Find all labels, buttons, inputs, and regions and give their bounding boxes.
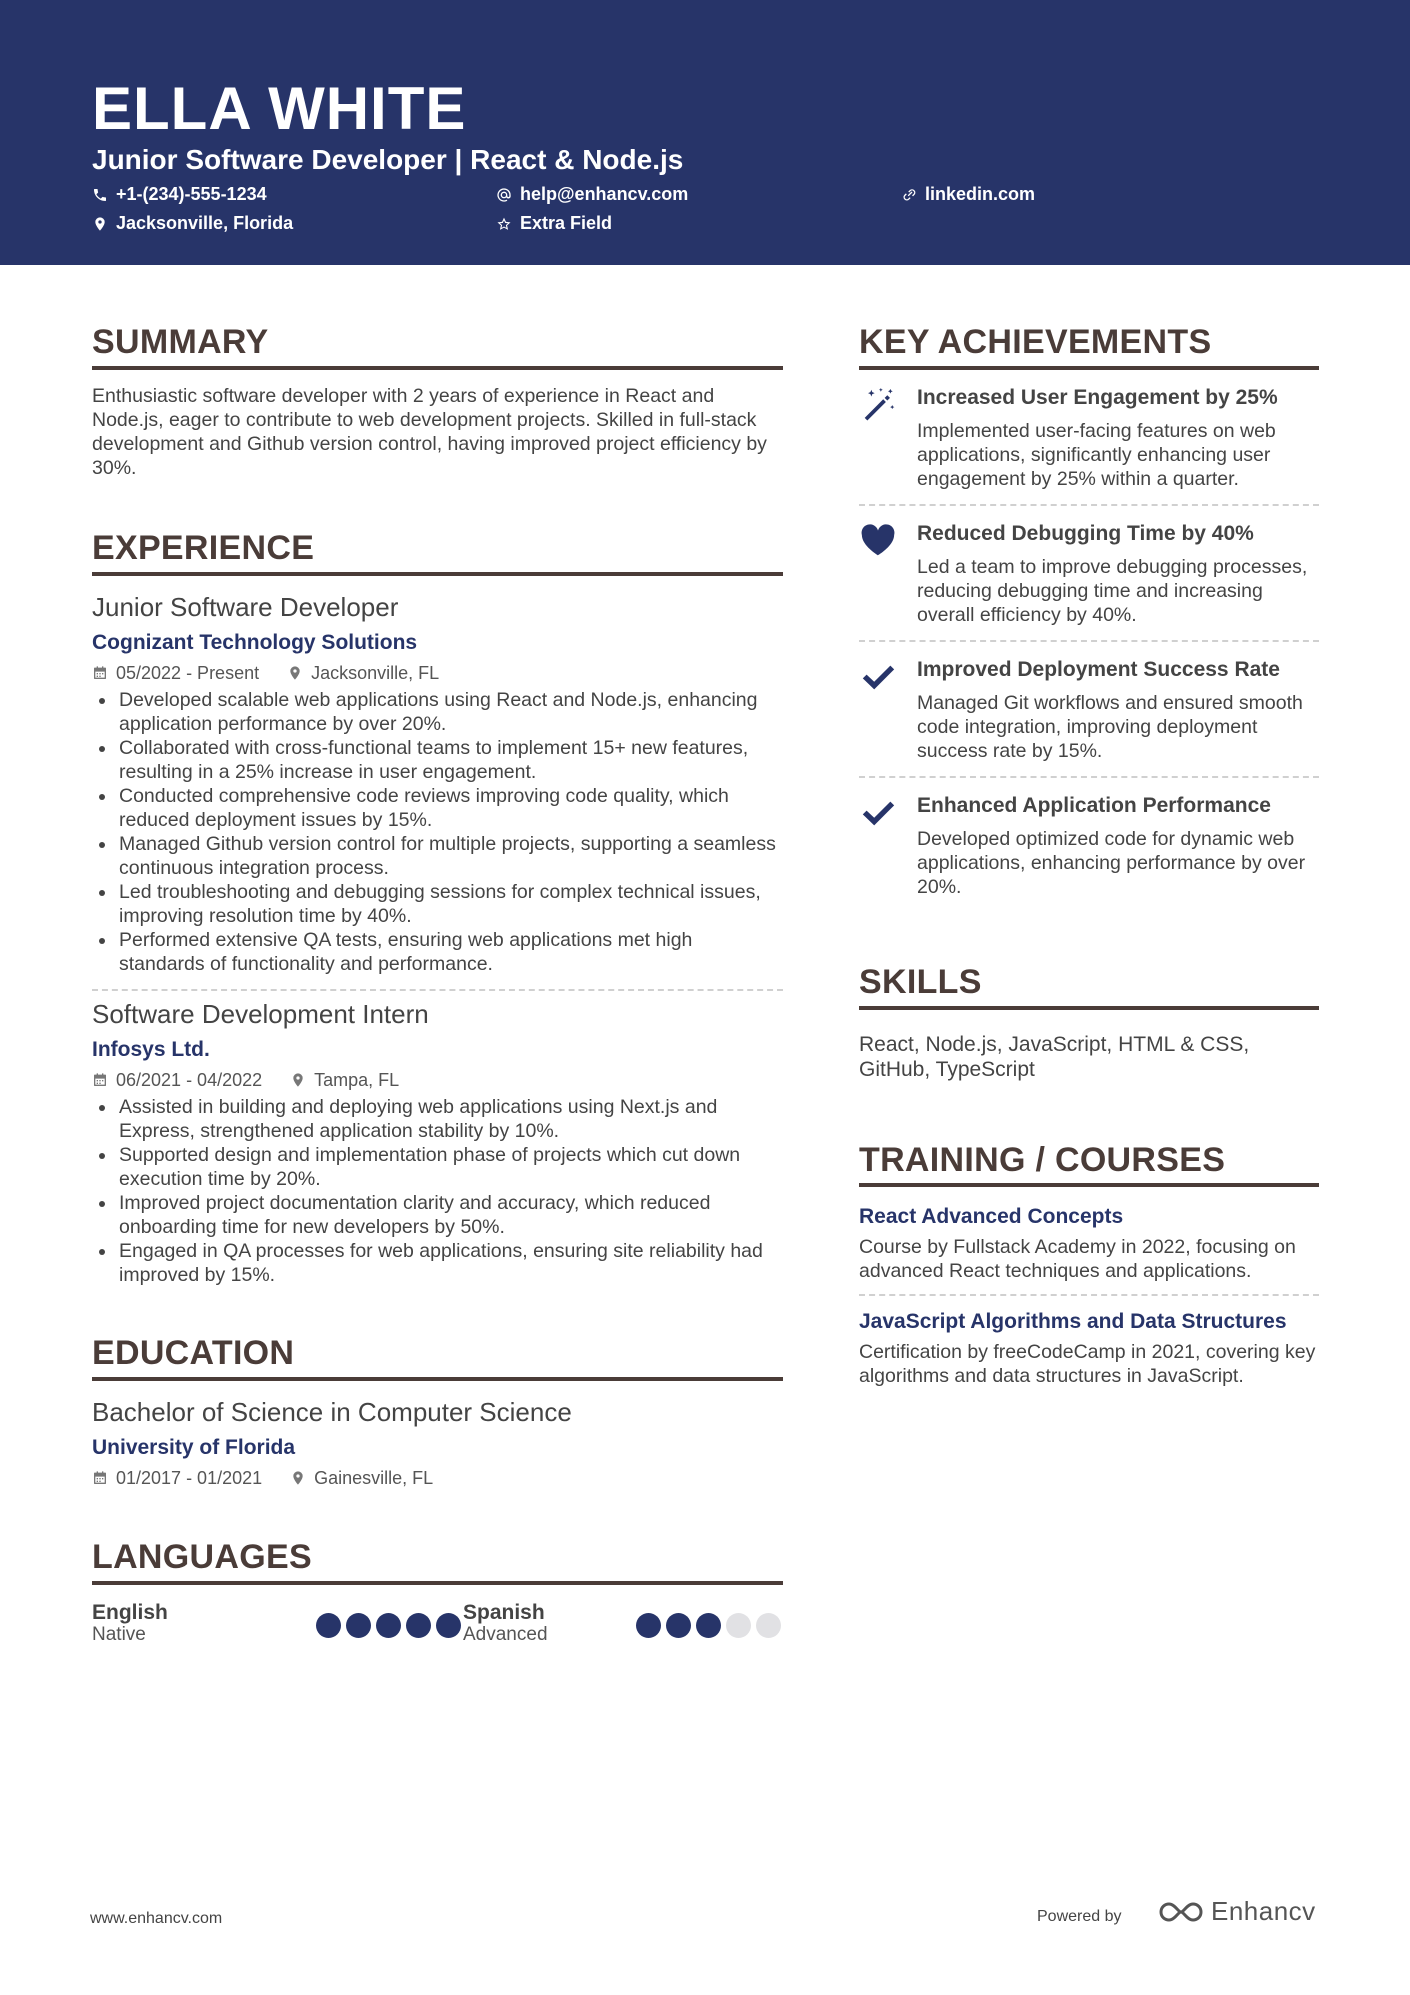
achievement-title: Increased User Engagement by 25%: [917, 385, 1278, 409]
language-item: [92, 1601, 463, 1646]
language-item: [463, 1601, 783, 1646]
achievements-heading: KEY ACHIEVEMENTS: [859, 322, 1319, 370]
rating-dot-empty: [726, 1613, 751, 1638]
brand-name: Enhancv: [1211, 1896, 1316, 1926]
course-desc: Course by Fullstack Academy in 2022, focusing on advanced React techniques and applications.: [859, 1236, 1296, 1283]
extra-field-contact: [496, 213, 612, 234]
location-text: Jacksonville, Florida: [116, 213, 294, 233]
languages-heading: LANGUAGES: [92, 1537, 783, 1585]
checkmark-icon: [859, 658, 897, 696]
location-pin-icon: [290, 1072, 306, 1088]
bullet-item: Conducted comprehensive code reviews improving code quality, which reduced deployment issues by 15%.: [92, 784, 783, 832]
achievement-desc: Developed optimized code for dynamic web applications, enhancing performance by over 20%.: [917, 827, 1306, 898]
languages-list: [92, 1601, 783, 1646]
job-title: Software Development Intern: [92, 998, 429, 1029]
bullet-item: Collaborated with cross-functional teams to implement 15+ new features, resulting in a 25% increase in user engagement.: [92, 736, 783, 784]
course-title: React Advanced Concepts: [859, 1205, 1124, 1229]
summary-heading: SUMMARY: [92, 322, 783, 370]
job-location: Tampa, FL: [314, 1069, 400, 1090]
location-contact: [92, 213, 293, 234]
education-section: [92, 1333, 783, 1489]
phone-number: +1-(234)-555-1234: [116, 184, 267, 204]
email-address[interactable]: help@enhancv.com: [520, 184, 689, 204]
language-rating: [316, 1613, 461, 1646]
course-item: [859, 1187, 1319, 1294]
achievement-desc: Implemented user-facing features on web applications, significantly enhancing user engagement by 25% within a quarter.: [917, 419, 1276, 490]
experience-heading: EXPERIENCE: [92, 528, 783, 576]
checkmark-icon: [859, 794, 897, 832]
achievement-item: [859, 642, 1319, 778]
star-icon: [496, 216, 512, 232]
rating-dot-filled: [346, 1613, 371, 1638]
location-pin-icon: [287, 665, 303, 681]
job-bullets: [92, 1095, 783, 1287]
job-entry: [92, 592, 783, 976]
achievement-title: Improved Deployment Success Rate: [917, 657, 1280, 681]
candidate-role: Junior Software Developer | React & Node.js: [92, 144, 684, 175]
course-title: JavaScript Algorithms and Data Structures: [859, 1310, 1287, 1334]
resume-header: [0, 0, 1410, 265]
bullet-item: Assisted in building and deploying web applications using Next.js and Express, strengthened application stability by 10%.: [92, 1095, 783, 1143]
skills-heading: SKILLS: [859, 962, 1319, 1010]
training-section: [859, 1140, 1319, 1400]
rating-dot-empty: [756, 1613, 781, 1638]
achievement-desc: Managed Git workflows and ensured smooth code integration, improving deployment success rate by 15%.: [917, 691, 1303, 762]
degree-title: Bachelor of Science in Computer Science: [92, 1396, 572, 1427]
job-meta: [92, 663, 783, 684]
job-title: Junior Software Developer: [92, 591, 399, 622]
bullet-item: Led troubleshooting and debugging sessions for complex technical issues, improving resolution time by 40%.: [92, 880, 783, 928]
enhancv-logo[interactable]: [1155, 1896, 1316, 1927]
job-bullets: [92, 688, 783, 976]
divider: [92, 989, 783, 991]
achievement-item: [859, 370, 1319, 506]
education-meta: [92, 1468, 783, 1489]
left-column: [92, 322, 783, 1696]
company-name: Infosys Ltd.: [92, 1037, 210, 1061]
rating-dot-filled: [436, 1613, 461, 1638]
bullet-item: Performed extensive QA tests, ensuring web applications met high standards of functionality and performance.: [92, 928, 783, 976]
job-meta: [92, 1070, 783, 1091]
bullet-item: Engaged in QA processes for web applications, ensuring site reliability had improved by 15%.: [92, 1239, 783, 1287]
footer-url[interactable]: www.enhancv.com: [90, 1910, 223, 1927]
email-contact[interactable]: [496, 184, 688, 205]
magic-wand-icon: [859, 386, 897, 424]
language-name: Spanish: [463, 1600, 545, 1624]
linkedin-contact[interactable]: [901, 184, 1035, 205]
achievement-title: Reduced Debugging Time by 40%: [917, 521, 1254, 545]
link-icon: [901, 187, 917, 203]
achievement-item: [859, 506, 1319, 642]
linkedin-link[interactable]: linkedin.com: [925, 184, 1036, 204]
extra-field-text: Extra Field: [520, 213, 613, 233]
rating-dot-filled: [696, 1613, 721, 1638]
course-item: [859, 1294, 1319, 1399]
candidate-name: ELLA WHITE: [92, 75, 467, 142]
school-name: University of Florida: [92, 1435, 296, 1459]
achievements-section: [859, 322, 1319, 912]
training-heading: TRAINING / COURSES: [859, 1140, 1319, 1188]
bullet-item: Managed Github version control for multiple projects, supporting a seamless continuous integration process.: [92, 832, 783, 880]
education-dates: 01/2017 - 01/2021: [116, 1467, 263, 1488]
language-name: English: [92, 1600, 168, 1624]
education-location: Gainesville, FL: [314, 1467, 434, 1488]
bullet-item: Supported design and implementation phase of projects which cut down execution time by 20%.: [92, 1143, 783, 1191]
company-name: Cognizant Technology Solutions: [92, 630, 418, 654]
rating-dot-filled: [376, 1613, 401, 1638]
job-dates: 05/2022 - Present: [116, 662, 260, 683]
rating-dot-filled: [316, 1613, 341, 1638]
enhancv-logo-icon: [1155, 1897, 1203, 1927]
powered-by-text: Powered by: [1037, 1908, 1122, 1925]
phone-icon: [92, 187, 108, 203]
achievement-item: [859, 778, 1319, 912]
calendar-icon: [92, 665, 108, 681]
bullet-item: Developed scalable web applications using React and Node.js, enhancing application performance by over 20%.: [92, 688, 783, 736]
rating-dot-filled: [666, 1613, 691, 1638]
phone-contact: [92, 184, 267, 205]
summary-section: [92, 322, 783, 480]
location-pin-icon: [92, 216, 108, 232]
language-level: Advanced: [463, 1623, 548, 1645]
achievement-title: Enhanced Application Performance: [917, 793, 1271, 817]
rating-dot-filled: [406, 1613, 431, 1638]
language-rating: [636, 1613, 781, 1646]
skills-section: [859, 962, 1319, 1082]
job-location: Jacksonville, FL: [311, 662, 440, 683]
heart-icon: [859, 522, 897, 560]
job-entry: [92, 999, 783, 1287]
at-sign-icon: [496, 187, 512, 203]
calendar-icon: [92, 1072, 108, 1088]
rating-dot-filled: [636, 1613, 661, 1638]
achievement-desc: Led a team to improve debugging processes, reducing debugging time and increasing overall efficiency by 40%.: [917, 555, 1308, 626]
summary-text: Enthusiastic software developer with 2 years of experience in React and Node.js, eager to contribute to web development projects. Skilled in full-stack development and Github version control, having improved project efficiency by 30%.: [92, 384, 767, 479]
experience-section: [92, 528, 783, 1287]
location-pin-icon: [290, 1470, 306, 1486]
languages-section: [92, 1537, 783, 1646]
education-heading: EDUCATION: [92, 1333, 783, 1381]
language-level: Native: [92, 1623, 146, 1645]
bullet-item: Improved project documentation clarity and accuracy, which reduced onboarding time for new developers by 50%.: [92, 1191, 783, 1239]
right-column: [859, 322, 1319, 1449]
calendar-icon: [92, 1470, 108, 1486]
job-dates: 06/2021 - 04/2022: [116, 1069, 263, 1090]
skills-list: React, Node.js, JavaScript, HTML & CSS, GitHub, TypeScript: [859, 1032, 1250, 1081]
course-desc: Certification by freeCodeCamp in 2021, covering key algorithms and data structures in JavaScript.: [859, 1341, 1316, 1388]
